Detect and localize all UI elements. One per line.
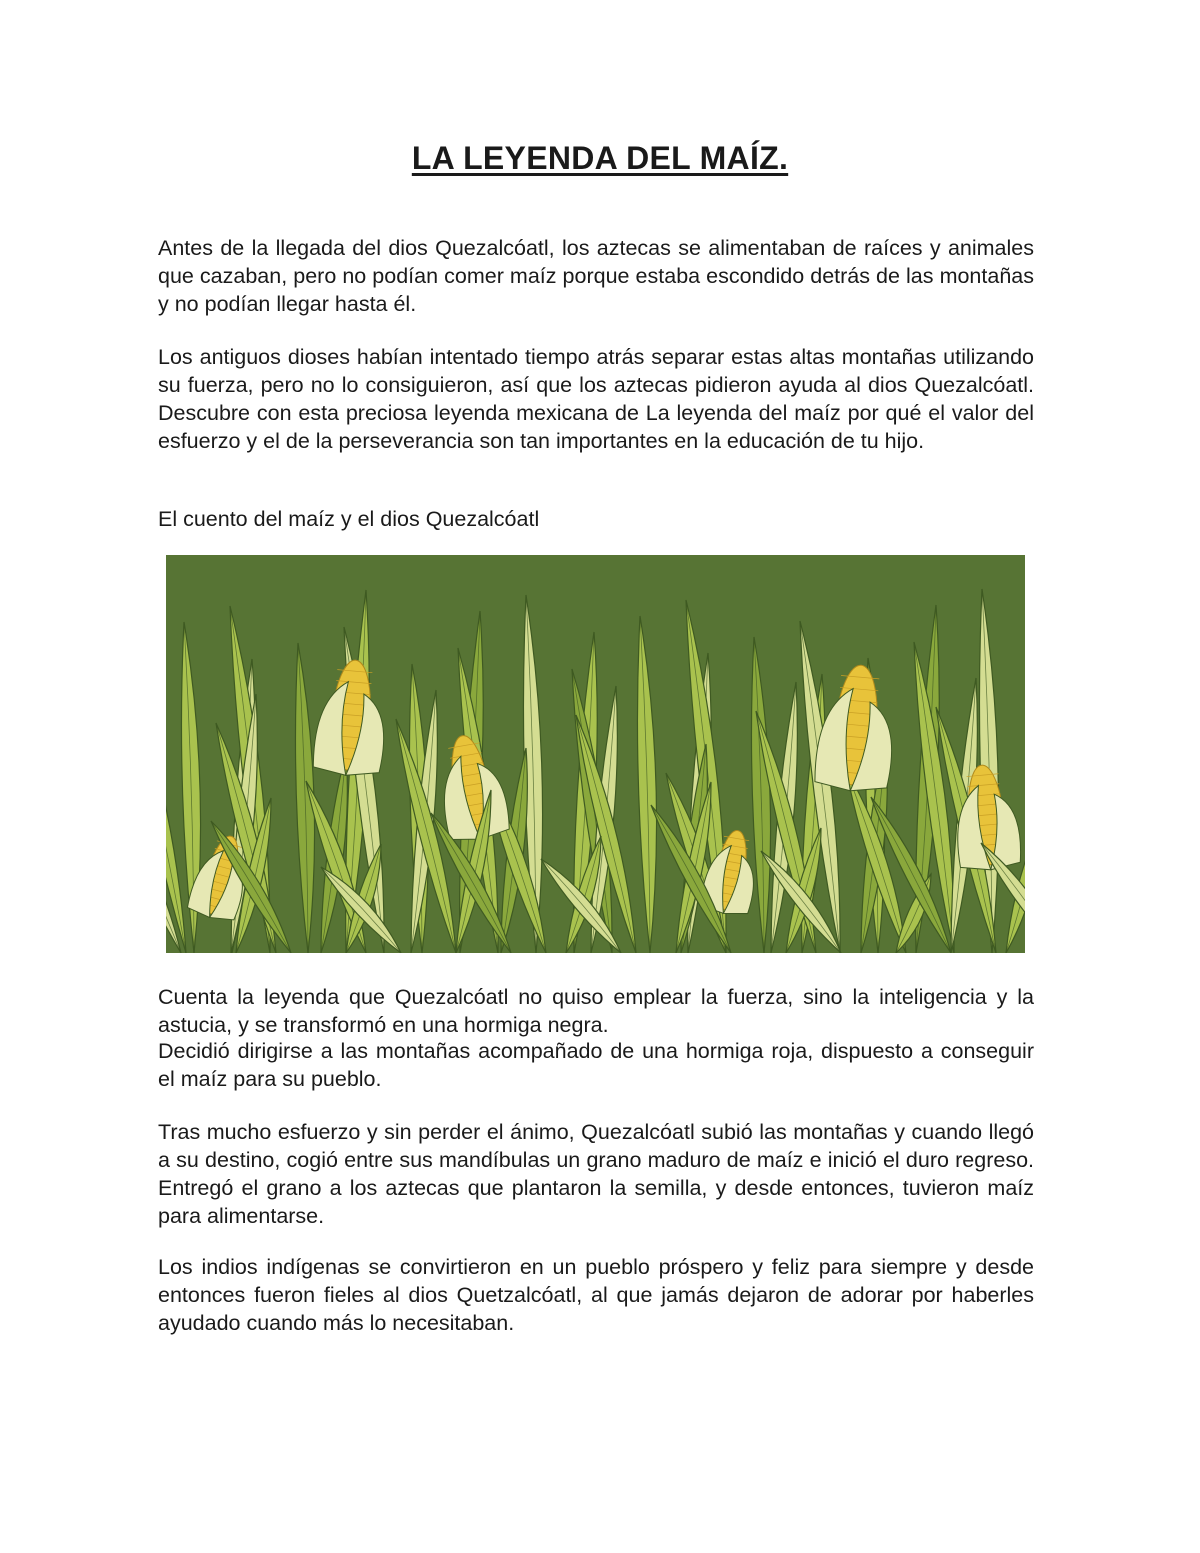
paragraph-red-ant: Decidió dirigirse a las montañas acompañado de una hormiga roja, dispuesto a conseguir el maíz para su pueblo. xyxy=(158,1039,1034,1091)
paragraph-ending: Los indios indígenas se convirtieron en un pueblo próspero y feliz para siempre y desde entonces fueron fieles al dios Quetzalcóatl, al que jamás dejaron de adorar por haberles ayudado cuando más lo necesitaban. xyxy=(158,1255,1034,1335)
paragraph-grain: Tras mucho esfuerzo y sin perder el ánimo, Quezalcóatl subió las montañas y cuando llegó a su destino, cogió entre sus mandíbulas un grano maduro de maíz e inició el duro regreso. Entregó el grano a los aztecas que plantaron la semilla, y desde entonces, tuvieron maíz para alimentarse. xyxy=(158,1120,1034,1228)
document-title: LA LEYENDA DEL MAÍZ. xyxy=(411,140,789,176)
paragraph-ancient-gods: Los antiguos dioses habían intentado tiempo atrás separar estas altas montañas utilizando su fuerza, pero no lo consiguieron, así que los aztecas pidieron ayuda al dios Quezalcóatl. Descubre con esta preciosa leyenda mexicana de La leyenda del maíz por qué el valor del esfuerzo y el de la perseverancia son tan importantes en la educación de tu hijo. xyxy=(158,345,1034,453)
section-heading: El cuento del maíz y el dios Quezalcóatl xyxy=(158,507,540,531)
paragraph-intro: Antes de la llegada del dios Quezalcóatl, los aztecas se alimentaban de raíces y animales que cazaban, pero no podían comer maíz porque estaba escondido detrás de las montañas y no podían llegar hasta él. xyxy=(158,236,1034,316)
paragraph-legend-start: Cuenta la leyenda que Quezalcóatl no quiso emplear la fuerza, sino la inteligencia y la astucia, y se transformó en una hormiga negra. xyxy=(158,985,1034,1037)
corn-illustration xyxy=(166,555,1025,953)
corn-plants-image xyxy=(166,555,1025,953)
